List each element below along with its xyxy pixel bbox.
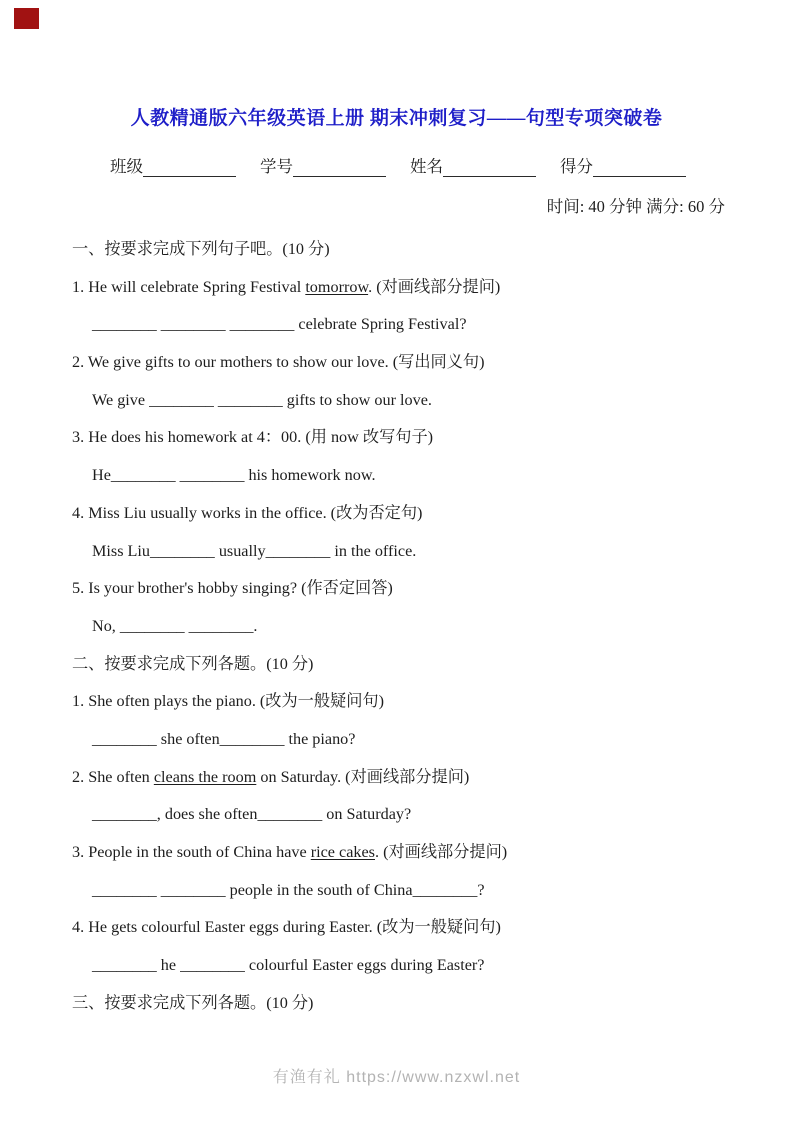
section-1-answer-4	[72, 533, 737, 571]
class-field-label: 班级	[110, 157, 143, 176]
section-2-question-2	[72, 759, 737, 797]
text-segment: ________, does she often________ on Saturday?	[92, 805, 412, 824]
text-segment: . (对画线部分提问)	[368, 277, 501, 296]
underlined-phrase: tomorrow	[305, 277, 369, 296]
text-segment: ________ ________ ________ celebrate Spring Festival?	[92, 315, 467, 334]
student-number-field-blank	[293, 157, 386, 177]
text-segment: No, ________ ________.	[92, 616, 258, 635]
score-field-label: 得分	[560, 157, 593, 176]
underlined-phrase: cleans the room	[153, 767, 257, 786]
text-segment: 1. She often plays the piano. (改为一般疑问句)	[72, 692, 385, 711]
section-1-answer-5	[72, 608, 737, 646]
section-1-question-4	[72, 495, 737, 533]
section-1-answer-1	[72, 306, 737, 344]
exam-meta: 时间: 40 分钟 满分: 60 分	[546, 197, 725, 216]
red-square-mark	[14, 8, 39, 29]
page-title: 人教精通版六年级英语上册 期末冲刺复习——句型专项突破卷	[130, 108, 663, 129]
section-1-heading: 一、按要求完成下列句子吧。(10 分)	[72, 240, 330, 258]
section-2-answer-2	[72, 796, 737, 834]
text-segment: 1. He will celebrate Spring Festival	[72, 277, 306, 296]
text-segment: . (对画线部分提问)	[375, 843, 508, 861]
student-info-row	[0, 153, 793, 177]
text-segment: 4. Miss Liu usually works in the office. (改为否定句)	[72, 503, 423, 522]
section-3-heading: 三、按要求完成下列各题。(10 分)	[72, 993, 314, 1012]
name-field-blank	[443, 157, 536, 177]
text-segment: We give ________ ________ gifts to show our love.	[92, 390, 432, 409]
class-field	[110, 153, 236, 177]
section-1-question-2	[72, 344, 737, 382]
section-1-answer-2	[72, 382, 737, 420]
section-1-question-1	[72, 269, 737, 307]
section-2-answer-4	[72, 947, 737, 985]
name-field	[410, 153, 536, 177]
text-segment: 2. She often	[72, 767, 154, 786]
question-body	[0, 231, 793, 1022]
text-segment: ________ he ________ colourful Easter eggs during Easter?	[92, 956, 485, 975]
text-segment: ________ ________ people in the south of China________?	[92, 880, 485, 899]
section-1-question-5	[72, 570, 737, 608]
section-1-question-3	[72, 419, 737, 457]
section-2-answer-1	[72, 721, 737, 759]
section-2-answer-3	[72, 872, 737, 910]
section-1-answer-3	[72, 457, 737, 495]
text-segment: 5. Is your brother's hobby singing? (作否定回答)	[72, 579, 393, 598]
footer-watermark: 有渔有礼 https://www.nzxwl.net	[272, 1069, 521, 1086]
section-2-question-1	[72, 683, 737, 721]
student-number-field-label: 学号	[260, 157, 293, 176]
section-2-question-3	[72, 834, 737, 872]
text-segment: on Saturday. (对画线部分提问)	[256, 767, 470, 786]
text-segment: He________ ________ his homework now.	[92, 466, 376, 485]
text-segment: 3. People in the south of China have	[72, 843, 311, 861]
score-field	[560, 153, 686, 177]
text-segment: 3. He does his homework at 4：00. (用 now 改写句子)	[72, 428, 434, 447]
underlined-phrase: rice cakes	[310, 843, 375, 861]
text-segment: 4. He gets colourful Easter eggs during Easter. (改为一般疑问句)	[72, 918, 501, 937]
student-number-field	[260, 153, 386, 177]
score-field-blank	[593, 157, 686, 177]
section-2-heading: 二、按要求完成下列各题。(10 分)	[72, 654, 314, 673]
class-field-blank	[143, 157, 236, 177]
text-segment: 2. We give gifts to our mothers to show our love. (写出同义句)	[72, 353, 485, 372]
name-field-label: 姓名	[410, 157, 443, 176]
section-2-question-4	[72, 909, 737, 947]
text-segment: ________ she often________ the piano?	[92, 729, 356, 748]
text-segment: Miss Liu________ usually________ in the office.	[92, 541, 417, 560]
